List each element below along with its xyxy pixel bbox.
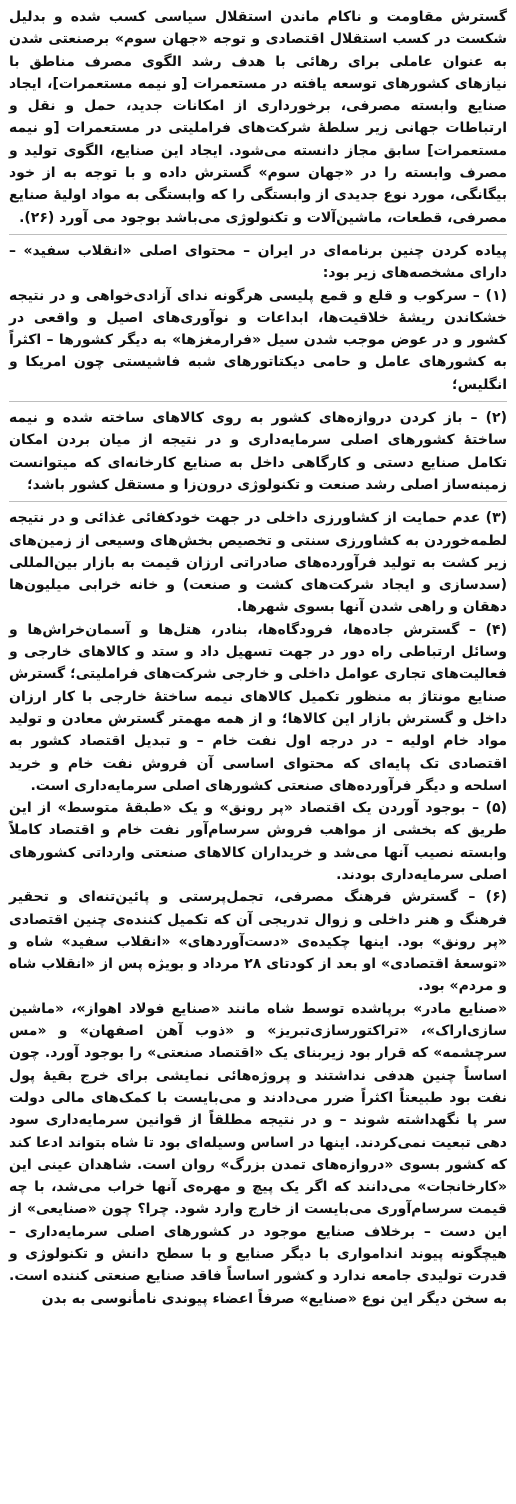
item-number: (۱) bbox=[485, 287, 508, 304]
item-number: (۴) bbox=[485, 621, 507, 638]
list-item-5 bbox=[9, 797, 507, 886]
item-text: – سرکوب و قلع و قمع پلیسی هرگونه ندای آزادی‌خواهی و در نتیجه خشکاندن ریشهٔ خلاقیت‌ها، ابداعات و نوآوری‌های اصیل و واقعی در کشور و در عوض موجب شدن سیل «فرارمغزها» به دیگر کشورها – اکثراً به کشورهای عامل و حامی دیکتاتورهای شبه فاشیستی چون امریکا و انگلیس؛ bbox=[9, 287, 507, 393]
item-text: – باز کردن دروازه‌های کشور به روی کالاهای ساخته شده و نیمه ساختهٔ کشورهای اصلی سرمایه‌داری و در نتیجه از میان بردن امکان تکامل صنایع دستی و کارگاهی داخل به صنایع کارخانه‌ای که میتوانست زمینه‌ساز اصلی رشد صنعت و تکنولوژی درون‌زا و مستقل کشور باشد؛ bbox=[9, 410, 507, 493]
list-item-4 bbox=[9, 619, 507, 797]
item-number: (۲) bbox=[485, 410, 507, 427]
list-item-2 bbox=[9, 407, 507, 496]
list-item-3 bbox=[9, 507, 507, 618]
list-item-1 bbox=[9, 285, 507, 396]
divider bbox=[9, 401, 507, 402]
item-number: (۶) bbox=[485, 889, 508, 906]
item-text: – بوجود آوردن یک اقتصاد «پر رونق» و یک «طبقهٔ متوسط» از این طریق که بخشی از مواهب فروش سرسام‌آور نفت خام و اقتصاد کاملاً وابسته نصیب آنها می‌شد و خریداران کالاهای صنعتی وارداتی کشورهای اصلی سرمایه‌داری بودند. bbox=[9, 800, 507, 883]
intro-paragraph: گسترش مقاومت و ناکام ماندن استقلال سیاسی کسب شده و بدلیل شکست در کسب استقلال اقتصادی و توجه «جهان سوم» برصنعتی شدن به عنوان عاملی برای رهائی با هدف رشد الگوی مصرف مناطق با نیازهای کشورهای توسعه یافته در مستعمرات [و نیمه مستعمرات]، ایجاد صنایع وابسته مصرفی، برخورداری از امکانات جدید، حمل و نقل و ارتباطات جهانی زیر سلطهٔ شرکت‌های فراملیتی در مستعمرات [و نیمه مستعمرات] سابق مجاز دانسته می‌شود. ایجاد این صنایع، الگوی تولید و مصرف وابسته را در «جهان سوم» گسترش داده و با توجه به از خود بیگانگی، مورد نوع جدیدی از وابستگی را که وابستگی به مواد اولیهٔ صنایع مصرفی، قطعات، ماشین‌آلات و تکنولوژی می‌باشد بوجود می آورد (۲۶). bbox=[9, 9, 507, 226]
item-number: (۳) bbox=[485, 510, 508, 527]
item-text: – گسترش فرهنگ مصرفی، تجمل‌پرستی و پائین‌تنه‌ای و تحقیر فرهنگ و هنر داخلی و زوال تدریجی آن که تکمیل کننده‌ی چنین اقتصادی «پر رونق» بود. اینها چکیده‌ی «دست‌آوردهای» «انقلاب سفید» شاه و «توسعهٔ اقتصادی» او بعد از کودتای ۲۸ مرداد و بویژه پس از «انقلاب شاه و مردم» بود. bbox=[9, 889, 507, 995]
closing-paragraph: «صنایع مادر» برپاشده توسط شاه مانند «صنایع فولاد اهواز»، «ماشین سازی‌اراک»، «تراکتورسازی‌تبریز» و «ذوب آهن اصفهان» و «مس سرچشمه» که قرار بود زیربنای یک «اقتصاد صنعتی» را بوجود آورد. چون اساساً چنین هدفی نداشتند و پروژه‌هائی نمایشی برای خرج بقیهٔ پول نفت بود طبیعتاً اکثراً ضرر می‌دادند و می‌بایست با کمک‌های مالی دولت سر پا نگهداشته شوند – و در نتیجه مطلقاً از قوانین سرمایه‌داری سود دهی تبعیت نمی‌کردند. اینها در اساس وسیله‌ای بود تا شاه بتواند ادعا کند که کشور بسوی «دروازه‌های تمدن بزرگ» روان است. شاهدان عینی این «کارخانجات» می‌دانند که اگر یک پیچ و مهره‌ی آنها خراب می‌شد، با چه قیمت سرسام‌آوری می‌بایست از خارج وارد شود. چرا؟ چون «صنایعی» از این دست – برخلاف صنایع موجود در کشورهای اصلی سرمایه‌داری – هیچگونه پیوند اندامواری با دیگر صنایع و با سطح دانش و تکنولوژی و قدرت تولیدی جامعه ندارد و کشور اساساً فاقد صنایع صنعتی کننده است. به سخن دیگر این نوع «صنایع» صرفاً اعضاء پیوندی نامأنوسی به بدن bbox=[9, 1000, 507, 1307]
divider bbox=[9, 234, 507, 235]
program-intro-paragraph: پیاده کردن چنین برنامه‌ای در ایران – محتوای اصلی «انقلاب سفید» – دارای مشخصه‌های زیر بود: bbox=[9, 242, 507, 282]
list-item-6 bbox=[9, 886, 507, 997]
item-number: (۵) bbox=[485, 800, 508, 817]
divider bbox=[9, 501, 507, 502]
item-text: عدم حمایت از کشاورزی داخلی در جهت خودکفائی غذائی و در نتیجه لطمه‌خوردن به کشاورزی سنتی و تخصیص بخش‌های وسیعی از زمین‌های زیر کشت به تولید فرآورده‌های صادراتی ارزان قیمت به بازار بین‌المللی (سدسازی و ایجاد شرکت‌های کشت و صنعت) و خانه خرابی میلیون‌ها دهقان و راهی شدن آنها بسوی شهرها. bbox=[9, 510, 507, 616]
item-text: – گسترش جاده‌ها، فرودگاه‌ها، بنادر، هتل‌ها و آسمان‌خراش‌ها و وسائل ارتباطی راه دور در جهت تسهیل داد و ستد و کالاهای خارجی و فعالیت‌های تجاری عوامل داخلی و خارجی شرکت‌های فراملیتی؛ گسترش صنایع مونتاژ به منظور تکمیل کالاهای نیمه ساختهٔ خارجی با کار ارزان داخل و گسترش بازار این کالاها؛ و از همه مهمتر گسترش معادن و تولید مواد خام اولیه – در درجه اول نفت خام – و تبدیل اقتصاد کشور به اقتصادی تک پایه‌ای که محتوای اساسی آن فروش نفت خام و خرید اسلحه و دیگر فرآورده‌های صنعتی کشورهای اصلی سرمایه‌داری است. bbox=[9, 621, 507, 794]
